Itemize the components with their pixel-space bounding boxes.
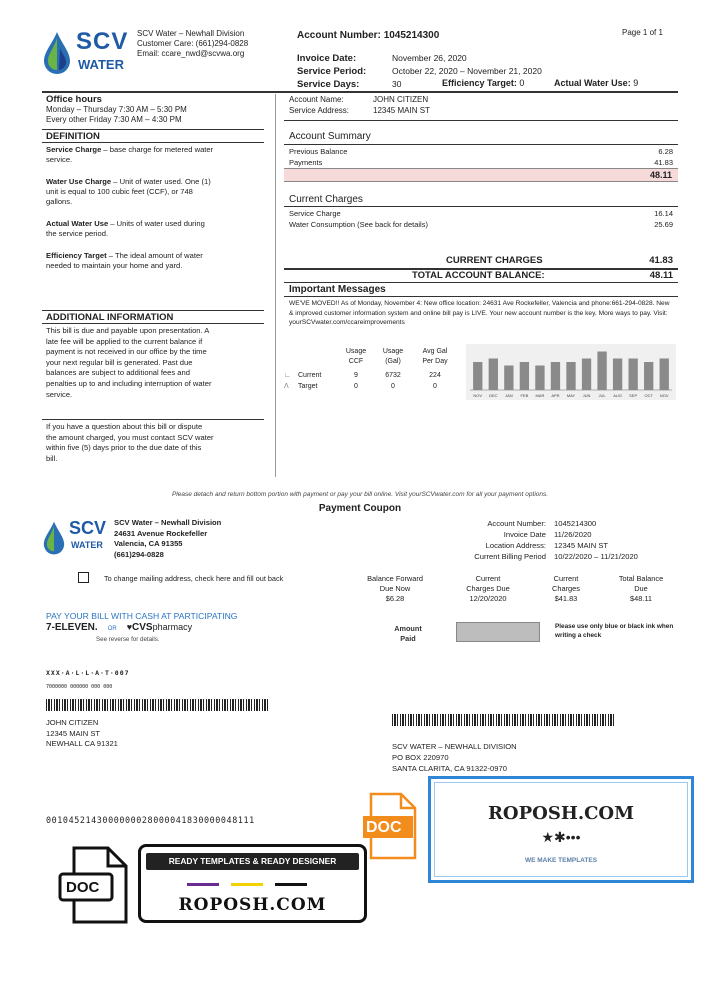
office-hours-line2: Every other Friday 7:30 AM – 4:30 PM	[46, 115, 182, 124]
doc-black-icon	[58, 846, 130, 924]
account-number: 1045214300	[383, 30, 440, 41]
office-hours-line1: Monday – Thursday 7:30 AM – 5:30 PM	[46, 105, 187, 114]
chart-bar-6	[566, 362, 575, 390]
actual-use-value: 9	[633, 78, 639, 88]
ink-instructions: Please use only blue or black ink when writing a check	[555, 623, 674, 639]
total-balance-label: TOTAL ACCOUNT BALANCE:	[412, 270, 545, 281]
chart-tick-label-4: MAR	[535, 393, 545, 398]
ready-templates-badge	[138, 844, 367, 923]
usage-target-icon: Λ	[284, 383, 289, 390]
scan-line: 0010452143000000028000041830000048111	[46, 815, 255, 825]
usage-current-ccf: 9	[354, 372, 358, 379]
amount-paid-label-a: Amount	[394, 624, 422, 633]
stamp-tagline: WE MAKE TEMPLATES	[524, 857, 598, 864]
mail-code-2: 7000000 000000 000 000	[46, 684, 113, 690]
coupon-total-due: $48.11	[629, 594, 653, 603]
chart-bar-7	[582, 359, 591, 391]
chart-bar-2	[504, 366, 513, 391]
usage-target-ccf: 0	[354, 383, 358, 390]
invoice-date-label: Invoice Date:	[297, 53, 357, 64]
chart-bar-11	[644, 362, 653, 390]
chart-bar-8	[597, 352, 606, 391]
or-text: OR	[107, 626, 117, 632]
important-messages-title: Important Messages	[289, 284, 386, 295]
definition-title: DEFINITION	[46, 131, 100, 142]
chart-bar-5	[551, 362, 560, 390]
service-address-label: Service Address:	[289, 106, 350, 115]
usage-header-2a: Usage	[382, 348, 404, 355]
cvs-logo	[127, 622, 192, 633]
remit-line1: SCV WATER – NEWHALL DIVISION	[392, 742, 517, 751]
company-logo	[42, 28, 137, 78]
total-due-label-b: Due	[634, 584, 648, 593]
chart-bar-4	[535, 366, 544, 391]
balance-forward: $6.28	[385, 594, 405, 603]
chart-tick-label-1: DEC	[489, 393, 498, 398]
water-drop-icon	[42, 30, 72, 76]
cash-payment-banner: PAY YOUR BILL WITH CASH AT PARTICIPATING	[46, 611, 238, 621]
usage-current-label: Current	[298, 372, 322, 379]
amount-paid-input[interactable]	[456, 622, 540, 642]
usage-header-1b: CCF	[348, 358, 364, 365]
detach-instructions: Please detach and return bottom portion with payment or pay your bill online. Visit yourSCVwater.com for all your payment options.	[171, 491, 549, 498]
definition-service-charge: Service Charge – base charge for metered water service.	[46, 145, 214, 164]
chart-tick-label-9: AUG	[613, 393, 622, 398]
water-consumption-label: Water Consumption (See back for details)	[289, 220, 428, 229]
usage-current-icon: ∟	[284, 372, 291, 379]
mail-code-1: XXX·A·L·L·A·T·007	[46, 669, 130, 677]
balance-forward-label-b: Due Now	[379, 584, 411, 593]
stamp-stars: ★✱•••	[541, 829, 581, 845]
charges-due-label-a: Current	[475, 574, 501, 583]
usage-header-2b: (Gal)	[385, 358, 401, 365]
charges-due-date: 12/20/2020	[469, 594, 507, 603]
chart-bar-10	[628, 359, 637, 391]
usage-target-gal: 0	[391, 383, 395, 390]
address-change-checkbox[interactable]	[78, 572, 89, 583]
company-name: SCV Water – Newhall Division	[137, 29, 245, 38]
definition-list	[46, 145, 214, 271]
purple-stripe	[187, 883, 219, 886]
definition-efficiency-target: Efficiency Target – The ideal amount of water needed to maintain your home and yard.	[46, 251, 203, 270]
stamp-site: ROPOSH.COM	[487, 803, 635, 824]
chart-bar-12	[660, 359, 669, 391]
summary-total-row	[284, 168, 678, 182]
current-charges-label-a: Current	[553, 574, 579, 583]
coupon-logo	[42, 518, 112, 558]
coupon-invoice-label: Invoice Date	[503, 530, 546, 539]
company-email: Email: ccare_nwd@scvwa.org	[137, 49, 245, 58]
coupon-logo-line2: WATER	[71, 540, 103, 550]
chart-tick-label-2: JAN	[505, 393, 513, 398]
chart-bar-0	[473, 362, 482, 390]
definition-water-use-charge: Water Use Charge – Unit of water used. One (1) unit is equal to 100 cubic feet (CCF), or 748 gallons.	[46, 177, 211, 206]
balance-forward-label-a: Balance Forward	[367, 574, 423, 583]
service-charge: 16.14	[654, 209, 673, 218]
service-days: 30	[392, 79, 402, 89]
summary-title: Account Summary	[289, 131, 371, 142]
chart-bar-3	[520, 362, 529, 390]
usage-target-label: Target	[298, 383, 318, 390]
remit-line3: SANTA CLARITA, CA 91322-0970	[392, 764, 507, 773]
doc-black-label: DOC	[66, 879, 100, 896]
badge-ready-text: READY TEMPLATES & READY DESIGNER	[168, 856, 337, 866]
coupon-current-charges: $41.83	[554, 594, 578, 603]
additional-info-p1: This bill is due and payable upon presentation. A late fee will be applied to the current balance if payment is not received in our office by the time your next regular bill is generated. Past due balances are subject to additional fees and penalties up to and including interruption of water service.	[46, 326, 212, 399]
doc-orange-icon	[361, 792, 419, 860]
usage-current-avg: 224	[429, 372, 441, 379]
current-charges-label: CURRENT CHARGES	[446, 255, 543, 266]
service-address: 12345 MAIN ST	[373, 106, 430, 115]
additional-info-title: ADDITIONAL INFORMATION	[46, 312, 174, 323]
usage-header-3b: Per Day	[422, 358, 448, 365]
chart-bar-9	[613, 359, 622, 391]
coupon-phone: (661)294-0828	[114, 549, 164, 559]
charges-due-label-b: Charges Due	[466, 584, 510, 593]
office-hours-title: Office hours	[46, 94, 102, 105]
pharmacy-text: pharmacy	[152, 622, 193, 632]
total-balance: 48.11	[649, 270, 673, 281]
important-messages-text: WE'VE MOVED!! As of Monday, November 4: New office location: 24631 Ave Rockefeller, Valencia and phone:661-294-0828. New & improved customer information system and online bill pay is LIVE. Your new account number is the key. More ways to pay. Visit: yourSCVwater.com/ccareimprovements	[289, 300, 670, 326]
total-due-label-a: Total Balance	[618, 574, 664, 583]
chart-bar-1	[489, 359, 498, 391]
coupon-acct-label: Account Number:	[487, 519, 546, 528]
usage-header-1a: Usage	[345, 348, 367, 355]
badge-site: ROPOSH.COM	[178, 895, 327, 915]
black-stripe	[275, 883, 307, 886]
chart-tick-label-12: NOV	[659, 393, 669, 398]
customer-name: JOHN CITIZEN	[46, 718, 99, 727]
efficiency-label: Efficiency Target:	[442, 78, 517, 88]
roposh-stamp	[428, 776, 694, 883]
see-reverse-text: See reverse for details.	[96, 636, 160, 643]
chart-tick-label-6: MAY	[566, 393, 576, 398]
current-charges-title: Current Charges	[289, 194, 363, 205]
coupon-invoice: 11/26/2020	[554, 530, 592, 539]
doc-orange-label: DOC	[366, 819, 402, 836]
remit-line2: PO BOX 220970	[392, 753, 449, 762]
payments-label: Payments	[289, 158, 323, 167]
previous-balance: 6.28	[658, 147, 673, 156]
account-number-label: Account Number:	[297, 30, 381, 41]
coupon-location: 12345 MAIN ST	[554, 541, 609, 550]
service-period-label: Service Period:	[297, 66, 367, 77]
remit-barcode	[392, 714, 614, 726]
customer-addr2: NEWHALL CA 91321	[46, 739, 118, 748]
coupon-period: 10/22/2020 – 11/21/2020	[554, 552, 638, 561]
chart-tick-label-7: JUN	[582, 393, 591, 398]
cvs-text: CVS	[132, 622, 153, 633]
customer-barcode	[46, 699, 270, 711]
yellow-stripe	[231, 883, 263, 886]
page-indicator: Page 1 of 1	[622, 28, 663, 37]
chart-tick-label-5: APR	[551, 393, 560, 398]
service-period: October 22, 2020 – November 21, 2020	[392, 66, 542, 76]
chart-tick-label-11: OCT	[644, 393, 653, 398]
water-consumption: 25.69	[654, 220, 673, 229]
coupon-company: SCV Water – Newhall Division	[114, 518, 222, 527]
invoice-date: November 26, 2020	[392, 53, 467, 63]
current-charges-label-b: Charges	[552, 584, 580, 593]
address-change-text: To change mailing address, check here and fill out back	[104, 574, 284, 583]
coupon-logo-line1: SCV	[69, 518, 107, 538]
chart-tick-label-10: SEP	[629, 393, 638, 398]
service-charge-label: Service Charge	[289, 209, 341, 218]
coupon-addr1: 24631 Avenue Rockefeller	[114, 528, 208, 538]
chart-tick-label-8: JUL	[598, 393, 606, 398]
coupon-period-label: Current Billing Period	[474, 552, 546, 561]
coupon-addr2: Valencia, CA 91355	[114, 539, 183, 548]
seven-eleven-logo: 7-ELEVEN.	[46, 622, 98, 633]
usage-target-avg: 0	[433, 383, 437, 390]
definition-actual-water-use: Actual Water Use – Units of water used during the service period.	[46, 219, 205, 238]
current-charges-total: 41.83	[649, 255, 673, 266]
account-name: JOHN CITIZEN	[373, 95, 429, 104]
usage-bar-chart	[466, 344, 676, 400]
coupon-acct: 1045214300	[554, 519, 597, 528]
coupon-location-label: Location Address:	[485, 541, 546, 550]
logo-line2: WATER	[78, 57, 124, 72]
amount-paid-label-b: Paid	[400, 634, 416, 643]
heart-icon: ♥	[126, 622, 133, 632]
previous-balance-label: Previous Balance	[289, 147, 348, 156]
company-phone: Customer Care: (661)294-0828	[137, 39, 249, 48]
chart-tick-label-0: NOV	[473, 393, 483, 398]
usage-header-3a: Avg Gal	[422, 348, 448, 355]
coupon-water-drop-icon	[42, 520, 66, 556]
actual-use-label: Actual Water Use:	[554, 78, 631, 88]
payments: 41.83	[654, 158, 673, 167]
chart-tick-label-3: FEB	[520, 393, 529, 398]
usage-current-gal: 6732	[385, 372, 401, 379]
summary-total: 48.11	[649, 170, 672, 180]
account-name-label: Account Name:	[289, 95, 344, 104]
service-days-label: Service Days:	[297, 79, 360, 90]
badge-stripes	[187, 883, 307, 886]
payment-coupon-title: Payment Coupon	[318, 503, 402, 514]
additional-info-p2: If you have a question about this bill or dispute the amount charged, you must contact SCV water within five (5) days prior to the due date of this bill.	[46, 422, 214, 463]
logo-line1: SCV	[76, 28, 129, 55]
efficiency-value: 0	[519, 78, 525, 88]
customer-addr1: 12345 MAIN ST	[46, 728, 101, 738]
